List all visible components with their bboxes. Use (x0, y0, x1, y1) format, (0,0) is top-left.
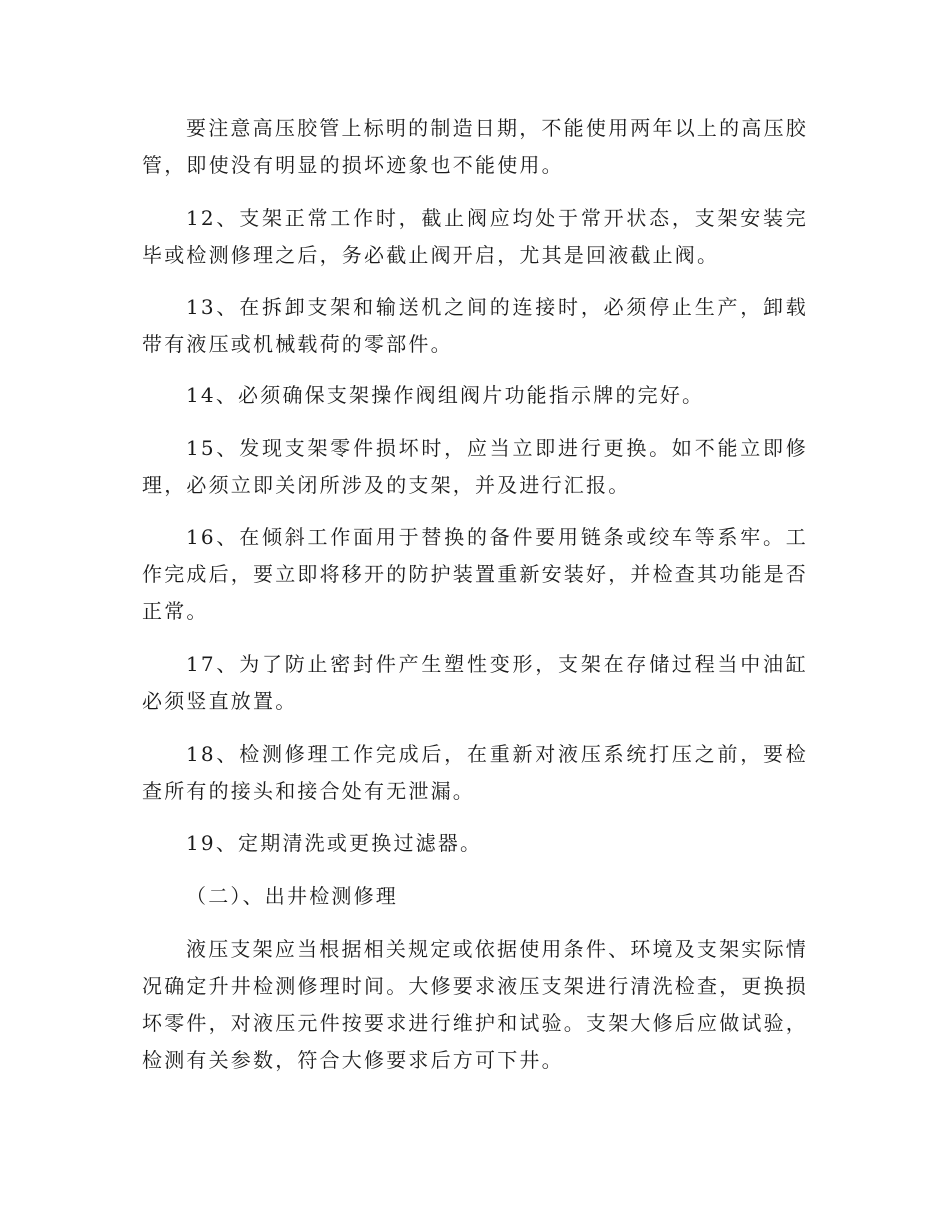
paragraph-item-14: 14、必须确保支架操作阀组阀片功能指示牌的完好。 (186, 383, 705, 407)
paragraph-item-18: 18、检测修理工作完成后，在重新对液压系统打压之前，要检查所有的接头和接合处有无泄漏。 (142, 742, 808, 803)
paragraph-item-16: 16、在倾斜工作面用于替换的备件要用链条或绞车等系牢。工作完成后，要立即将移开的防护装置重新安装好，并检查其功能是否正常。 (142, 525, 808, 623)
paragraph-item-17: 17、为了防止密封件产生塑性变形，支架在存储过程当中油缸必须竖直放置。 (142, 652, 808, 713)
paragraph-hose-date: 要注意高压胶管上标明的制造日期，不能使用两年以上的高压胶管，即使没有明显的损坏迹象也不能使用。 (142, 116, 808, 177)
paragraph-item-15: 15、发现支架零件损坏时，应当立即进行更换。如不能立即修理，必须立即关闭所涉及的支架，并及进行汇报。 (142, 436, 808, 497)
section-heading: （二）、出井检测修理 (186, 884, 398, 908)
paragraph-overhaul: 液压支架应当根据相关规定或依据使用条件、环境及支架实际情况确定升井检测修理时间。大修要求液压支架进行清洗检查，更换损坏零件，对液压元件按要求进行维护和试验。支架大修后应做试验，检测有关参数，符合大修要求后方可下井。 (142, 937, 808, 1072)
paragraph-item-13: 13、在拆卸支架和输送机之间的连接时，必须停止生产，卸载带有液压或机械载荷的零部件。 (142, 295, 808, 356)
paragraph-item-19: 19、定期清洗或更换过滤器。 (186, 831, 483, 855)
paragraph-item-12: 12、支架正常工作时，截止阀应均处于常开状态，支架安装完毕或检测修理之后，务必截止阀开启，尤其是回液截止阀。 (142, 206, 808, 267)
